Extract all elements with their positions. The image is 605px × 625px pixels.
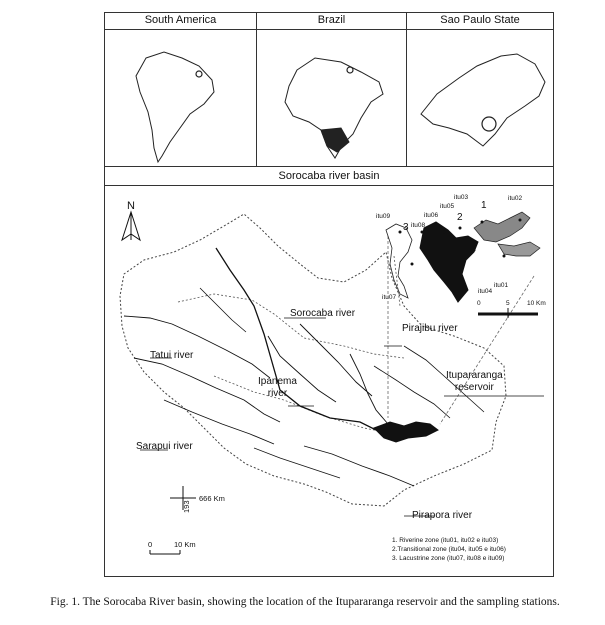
station-itu06: itu06 (424, 212, 439, 219)
station-itu08: itu08 (411, 222, 426, 229)
panel-title-brazil: Brazil (257, 12, 407, 30)
north-label: N (127, 200, 135, 212)
scale-end: 10 Km (174, 540, 196, 549)
inset-scale-end: 10 Km (527, 300, 546, 307)
legend-item: 2.Transitional zone (itu04, itu05 e itu06) (392, 546, 506, 553)
sao-paulo-map (407, 30, 554, 166)
legend-item: 3. Lacustrine zone (itu07, itu08 e itu09) (392, 555, 505, 562)
zone-number-2: 2 (457, 212, 463, 223)
scale-zero: 0 (148, 540, 153, 549)
itupararanga-reservoir-label: Itupararanga reservoir (446, 370, 503, 393)
brazil-map (257, 30, 407, 166)
legend-item: 1. Riverine zone (itu01, itu02 e itu03) (392, 537, 499, 544)
station-itu09: itu09 (376, 213, 391, 220)
sarapui-river-label: Sarapui river (136, 441, 193, 452)
station-itu05: itu05 (440, 203, 455, 210)
inset-scale-mid: 5 (506, 300, 510, 307)
sorocaba-river-label: Sorocaba river (290, 308, 356, 319)
reservoir-inset-map (370, 190, 554, 330)
station-itu02: itu02 (508, 195, 523, 202)
north-coordinate: 193 (182, 500, 191, 513)
zone-number-3: 3 (403, 222, 409, 233)
zone-number-1: 1 (481, 200, 487, 211)
zone-legend (392, 536, 506, 563)
station-itu03: itu03 (454, 194, 469, 201)
figure-caption: Fig. 1. The Sorocaba River basin, showing the location of the Itupararanga reservoir and the sampling stations. (50, 596, 560, 608)
station-itu01: itu01 (494, 282, 509, 289)
station-itu07: itu07 (382, 294, 397, 301)
ipanema-river-label: Ipanema river (258, 376, 297, 399)
basin-title: Sorocaba river basin (104, 166, 554, 186)
station-itu04: itu04 (478, 288, 493, 295)
south-america-map (104, 30, 257, 166)
panel-title-sao-paulo: Sao Paulo State (407, 12, 554, 30)
panel-title-south-america: South America (104, 12, 257, 30)
pirapora-river-label: Pirapora river (412, 510, 473, 521)
tatui-river-label: Tatui river (150, 350, 194, 361)
east-coordinate: 666 Km (199, 494, 225, 503)
inset-scale-zero: 0 (477, 300, 481, 307)
pirajibu-river-label: Pirajibu river (402, 323, 458, 334)
